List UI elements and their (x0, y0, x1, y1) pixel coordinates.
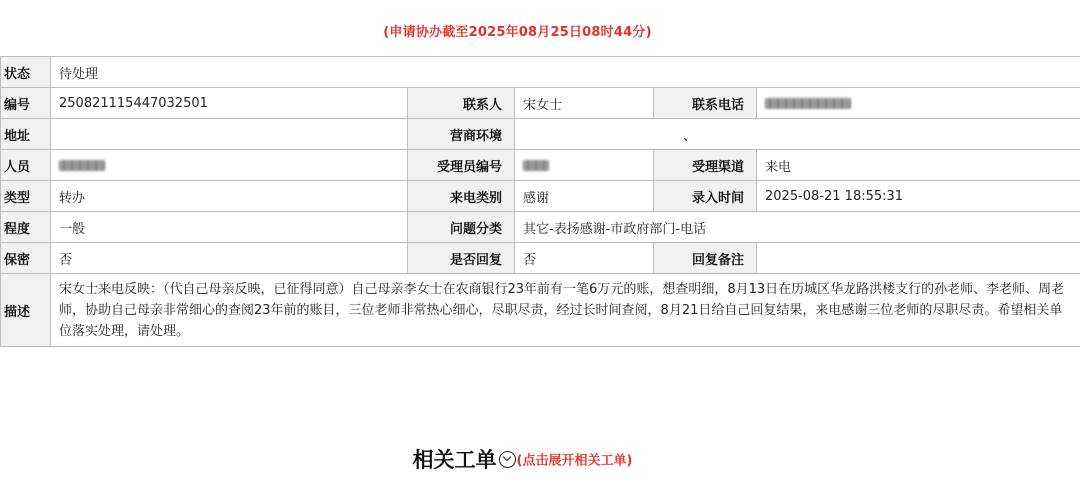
related-orders-title: 相关工单 (412, 448, 497, 472)
phone-value (757, 88, 1080, 119)
chevron-down-circle-icon[interactable] (499, 451, 516, 468)
reply-value: 否 (515, 243, 654, 274)
address-value (51, 119, 408, 150)
row-number (1, 88, 1080, 119)
level-label: 程度 (1, 212, 51, 243)
row-status (1, 57, 1080, 88)
channel-value: 来电 (757, 150, 1080, 181)
category-label: 问题分类 (408, 212, 515, 243)
call-type-label: 来电类别 (408, 181, 515, 212)
channel-label: 受理渠道 (654, 150, 757, 181)
level-value: 一般 (51, 212, 408, 243)
status-value: 待处理 (51, 57, 1080, 88)
entry-time-value: 2025-08-21 18:55:31 (757, 181, 1080, 212)
phone-label: 联系电话 (654, 88, 757, 119)
redacted-operator-id (523, 160, 549, 171)
redacted-person (59, 160, 105, 171)
address-label: 地址 (1, 119, 51, 150)
related-orders-section (0, 444, 1045, 474)
row-type (1, 181, 1080, 212)
row-person (1, 150, 1080, 181)
entry-time-label: 录入时间 (654, 181, 757, 212)
row-level (1, 212, 1080, 243)
call-type-value: 感谢 (515, 181, 654, 212)
person-value (51, 150, 408, 181)
redacted-phone (765, 98, 851, 109)
secret-value: 否 (51, 243, 408, 274)
business-env-value (515, 119, 1080, 150)
work-order-info-table (0, 56, 1080, 347)
description-value: 宋女士来电反映：（代自己母亲反映，已征得同意）自己母亲李女士在农商银行23年前有一笔6万元的账，想查明细，8月13日在历城区华龙路洪楼支行的孙老师、李老师、周老师，协助自己母亲非常细心的查阅23年前的账目，三位老师非常热心细心，尽职尽责，经过长时间查阅，8月21日给自己回复结果，来电感谢三位老师的尽职尽责。希望相关单位落实处理，请处理。 (51, 274, 1080, 347)
description-label: 描述 (1, 274, 51, 347)
business-env-text: 、 (683, 128, 697, 144)
reply-note-label: 回复备注 (654, 243, 757, 274)
type-label: 类型 (1, 181, 51, 212)
row-description (1, 274, 1080, 347)
business-env-label: 营商环境 (408, 119, 515, 150)
reply-label: 是否回复 (408, 243, 515, 274)
operator-id-label: 受理员编号 (408, 150, 515, 181)
reply-note-value (757, 243, 1080, 274)
contact-label: 联系人 (408, 88, 515, 119)
row-address (1, 119, 1080, 150)
deadline-notice: (申请协办截至2025年08月25日08时44分) (383, 25, 652, 40)
type-value: 转办 (51, 181, 408, 212)
number-value: 250821115447032501 (51, 88, 408, 119)
person-label: 人员 (1, 150, 51, 181)
operator-id-value (515, 150, 654, 181)
status-label: 状态 (1, 57, 51, 88)
contact-value: 宋女士 (515, 88, 654, 119)
number-label: 编号 (1, 88, 51, 119)
secret-label: 保密 (1, 243, 51, 274)
row-secret (1, 243, 1080, 274)
category-value: 其它-表扬感谢-市政府部门-电话 (515, 212, 1080, 243)
expand-related-orders-link[interactable]: (点击展开相关工单) (516, 453, 633, 469)
